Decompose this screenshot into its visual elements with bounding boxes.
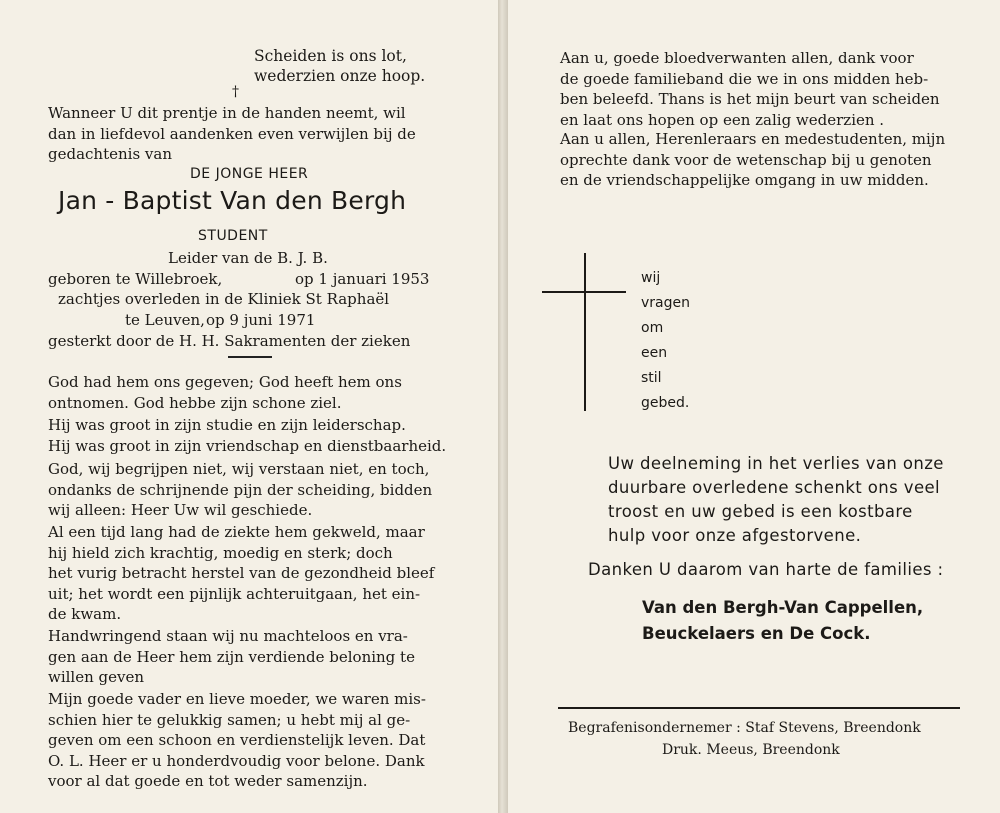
undertaker: Begrafenisondernemer : Staf Stevens, Breendonk: [568, 720, 921, 736]
paragraph: [48, 522, 442, 625]
prayer-words: [641, 266, 690, 416]
text-line: de kwam.: [48, 605, 122, 623]
text-line: en de vriendschappelijke omgang in uw midden.: [560, 171, 929, 189]
prayer-word: vragen: [641, 295, 690, 311]
sacraments: gesterkt door de H. H. Sakramenten der zieken: [48, 332, 411, 350]
cross-symbol: †: [232, 84, 239, 100]
text-line: God, wij begrijpen niet, wij verstaan niet, en toch,: [48, 460, 430, 478]
text-line: Aan u allen, Herenleraars en medestudenten, mijn: [560, 130, 946, 148]
printer: Druk. Meeus, Breendonk: [662, 742, 840, 758]
paragraph: [48, 372, 442, 413]
paragraph: [560, 48, 956, 130]
motto: [254, 46, 425, 86]
text-line: God had hem ons gegeven; God heeft hem ons: [48, 373, 402, 391]
prayer-word: wij: [641, 270, 661, 286]
cross-horizontal-icon: [542, 291, 626, 293]
text-line: gedachtenis van: [48, 145, 172, 163]
paragraph: [48, 626, 442, 688]
text-line: Mijn goede vader en lieve moeder, we waren mis-: [48, 690, 426, 708]
text-line: Uw deelneming in het verlies van onze: [608, 454, 944, 473]
family-name: Van den Bergh-Van Cappellen,: [642, 598, 924, 617]
title: STUDENT: [198, 228, 268, 244]
text-line: geven om een schoon en verdienstelijk leven. Dat: [48, 731, 426, 749]
text-line: hij hield zich krachtig, moedig en sterk; doch: [48, 543, 393, 562]
paragraph: [560, 129, 956, 191]
text-line: Hij was groot in zijn vriendschap en dienstbaarheid.: [48, 436, 447, 455]
motto-line: wederzien onze hoop.: [254, 67, 426, 85]
text-line: Al een tijd lang had de ziekte hem gekweld, maar: [48, 523, 425, 541]
prayer-word: gebed.: [641, 395, 690, 411]
text-line: het vurig betracht herstel van de gezondheid bleef: [48, 564, 435, 582]
paragraph: [48, 415, 447, 456]
text-line: schien hier te gelukkig samen; u hebt mij al ge-: [48, 710, 411, 729]
text-line: Handwringend staan wij nu machteloos en vra-: [48, 627, 408, 645]
divider: [558, 707, 960, 709]
text-line: hulp voor onze afgestorvene.: [608, 526, 862, 545]
left-page: [0, 0, 498, 813]
text-line: en laat ons hopen op een zalig wederzien .: [560, 110, 885, 129]
paragraph: [48, 459, 442, 521]
death-place: te Leuven,: [125, 311, 205, 329]
paragraph: [48, 689, 442, 792]
text-line: ondanks de schrijnende pijn der scheiding, bidden: [48, 480, 433, 499]
intro-paragraph: [48, 103, 442, 165]
divider: [228, 356, 272, 358]
role: Leider van de B. J. B.: [168, 249, 328, 267]
text-line: gen aan de Heer hem zijn verdiende beloning te: [48, 647, 415, 666]
prayer-word: om: [641, 320, 664, 336]
family-names: [642, 595, 923, 647]
prayer-word: een: [641, 345, 668, 361]
text-line: dan in liefdevol aandenken even verwijlen bij de: [48, 124, 416, 143]
right-page: [508, 0, 1000, 813]
deceased-name: Jan - Baptist Van den Bergh: [58, 186, 407, 215]
text-line: duurbare overledene schenkt ons veel: [608, 478, 941, 497]
birth-date: op 1 januari 1953: [295, 270, 430, 288]
text-line: Hij was groot in zijn studie en zijn leiderschap.: [48, 416, 406, 434]
honorific: DE JONGE HEER: [190, 166, 309, 182]
text-line: ontnomen. God hebbe zijn schone ziel.: [48, 393, 342, 412]
text-line: willen geven: [48, 668, 145, 686]
death-date: op 9 juni 1971: [206, 311, 316, 329]
text-line: wij alleen: Heer Uw wil geschiede.: [48, 501, 313, 519]
condolence-text: [608, 452, 944, 548]
text-line: Aan u, goede bloedverwanten allen, dank voor: [560, 49, 914, 67]
text-line: oprechte dank voor de wetenschap bij u genoten: [560, 150, 932, 169]
prayer-word: stil: [641, 370, 662, 386]
birth-place: geboren te Willebroek,: [48, 270, 223, 288]
family-name: Beuckelaers en De Cock.: [642, 624, 871, 643]
motto-line: Scheiden is ons lot,: [254, 47, 407, 65]
text-line: ben beleefd. Thans is het mijn beurt van scheiden: [560, 90, 940, 108]
text-line: O. L. Heer er u honderdvoudig voor belone. Dank: [48, 751, 425, 770]
text-line: troost en uw gebed is een kostbare: [608, 502, 913, 521]
text-line: de goede familieband die we in ons midden heb-: [560, 69, 929, 88]
cross-vertical-icon: [584, 253, 586, 411]
text-line: uit; het wordt een pijnlijk achteruitgaan, het ein-: [48, 584, 421, 603]
text-line: voor al dat goede en tot weder samenzijn.: [48, 772, 368, 790]
text-line: Wanneer U dit prentje in de handen neemt, wil: [48, 104, 406, 122]
card-fold: [498, 0, 508, 813]
death-line: zachtjes overleden in de Kliniek St Raphaël: [58, 290, 390, 308]
thanks-line: Danken U daarom van harte de families :: [588, 560, 944, 579]
